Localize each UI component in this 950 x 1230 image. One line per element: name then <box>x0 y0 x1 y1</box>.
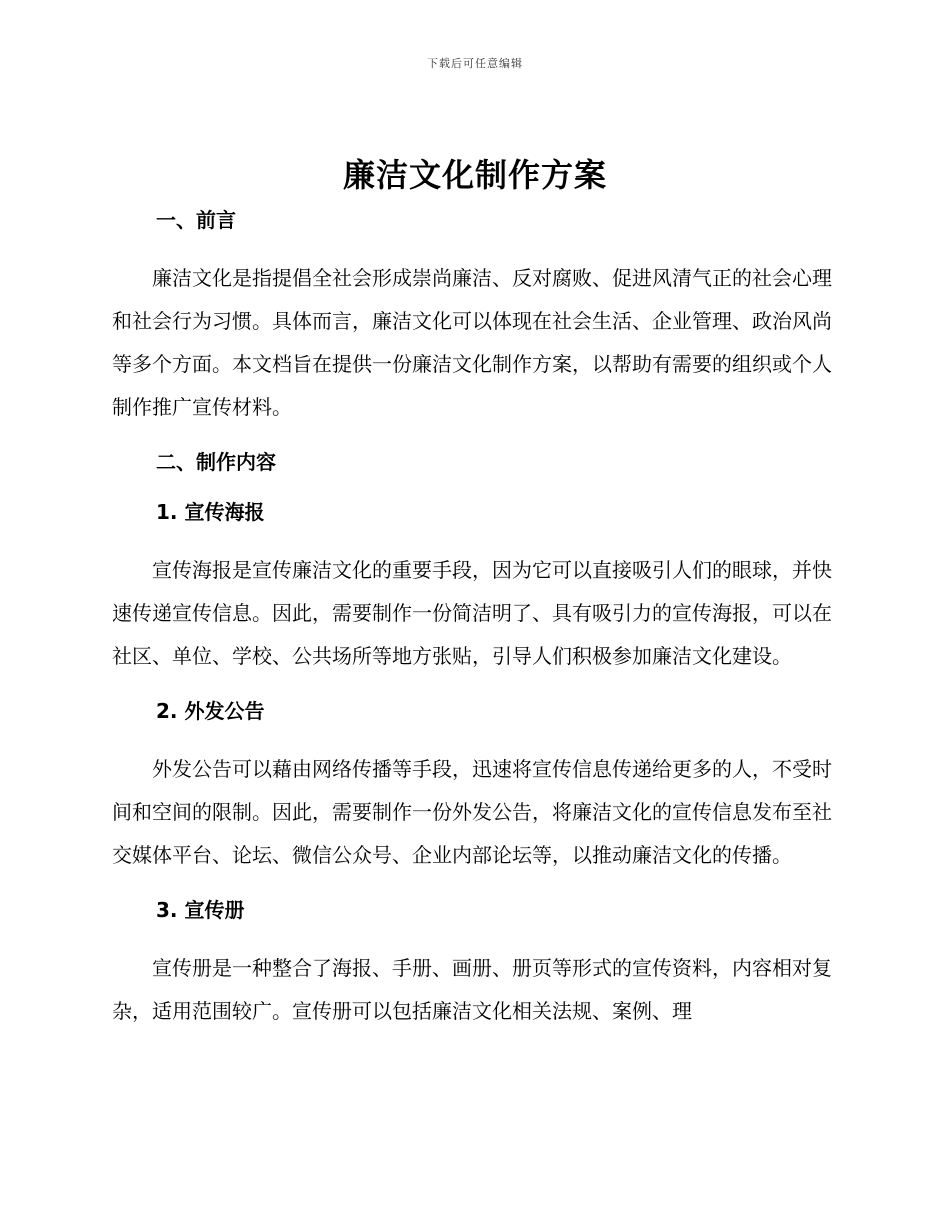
document-body <box>112 203 832 1033</box>
page-header: 下载后可任意编辑 <box>427 57 523 70</box>
paragraph-poster: 宣传海报是宣传廉洁文化的重要手段，因为它可以直接吸引人们的眼球，并快速传递宣传信息。因此，需要制作一份简洁明了、具有吸引力的宣传海报，可以在社区、单位、学校、公共场所等地方张贴，引导人们积极参加廉洁文化建设。 <box>112 558 832 668</box>
subheading-announcement: 2. 外发公告 <box>156 699 265 723</box>
document-title: 廉洁文化制作方案 <box>342 156 607 194</box>
paragraph-brochure: 宣传册是一种整合了海报、手册、画册、册页等形式的宣传资料，内容相对复杂，适用范围较广。宣传册可以包括廉洁文化相关法规、案例、理 <box>112 956 832 1023</box>
section-heading-content: 二、制作内容 <box>156 450 276 474</box>
paragraph-preface: 廉洁文化是指提倡全社会形成崇尚廉洁、反对腐败、促进风清气正的社会心理和社会行为习惯。具体而言，廉洁文化可以体现在社会生活、企业管理、政治风尚等多个方面。本文档旨在提供一份廉洁文化制作方案，以帮助有需要的组织或个人制作推广宣传材料。 <box>112 266 832 419</box>
subheading-brochure: 3. 宣传册 <box>156 898 245 922</box>
paragraph-announcement: 外发公告可以藉由网络传播等手段，迅速将宣传信息传递给更多的人，不受时间和空间的限制。因此，需要制作一份外发公告，将廉洁文化的宣传信息发布至社交媒体平台、论坛、微信公众号、企业内部论坛等，以推动廉洁文化的传播。 <box>112 757 832 867</box>
subheading-poster: 1. 宣传海报 <box>156 500 265 524</box>
section-heading-preface: 一、前言 <box>156 208 236 232</box>
